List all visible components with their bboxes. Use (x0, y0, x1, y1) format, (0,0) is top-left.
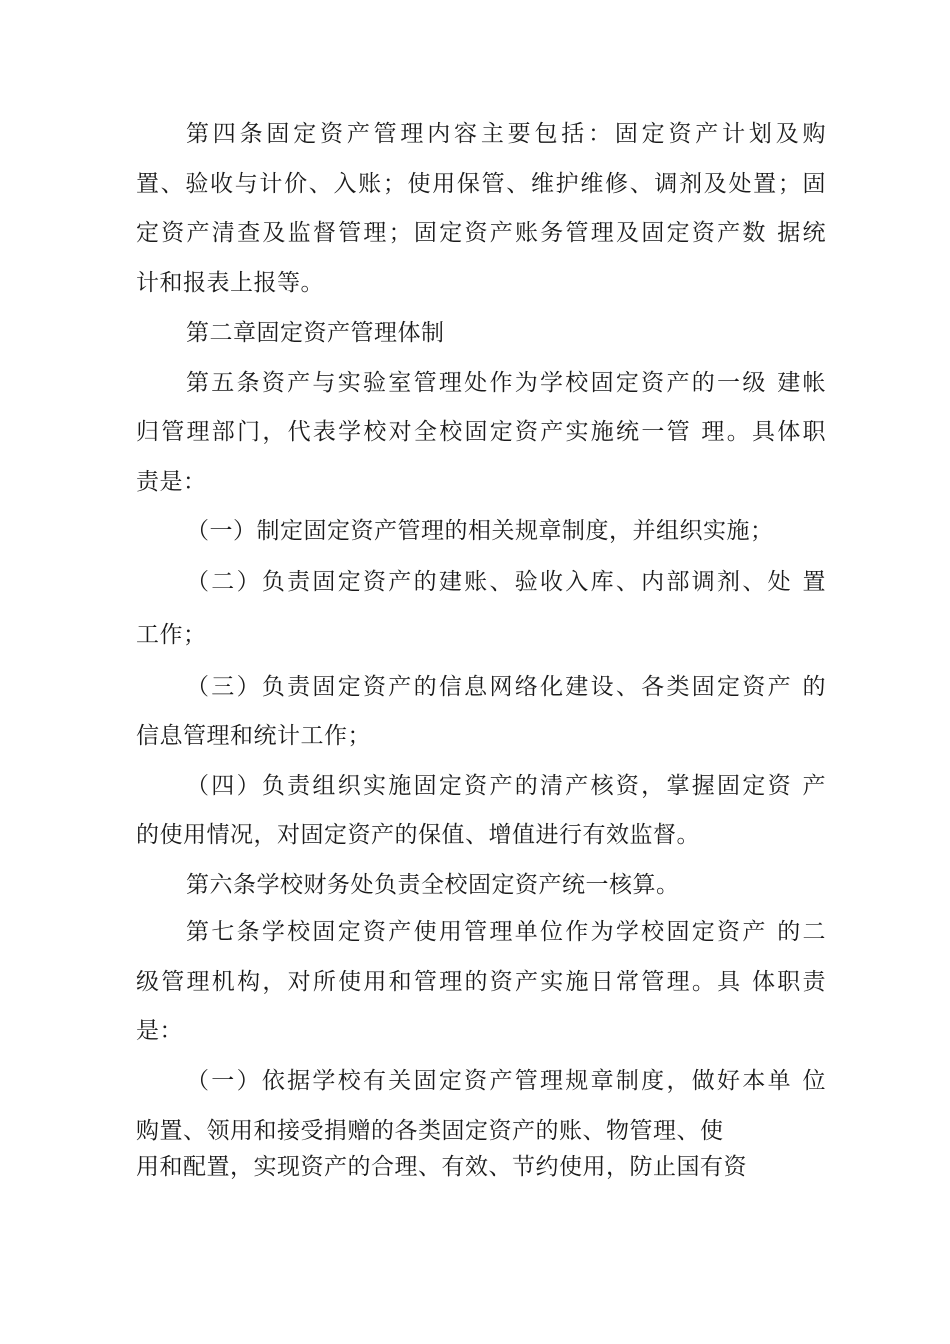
list-item-line: （三）负责固定资产的信息网络化建设、各类固定资产 的 (186, 674, 826, 700)
list-item-line: （四）负责组织实施固定资产的清产核资，掌握固定资 产 (186, 773, 826, 799)
paragraph-line: 定资产清查及监督管理；固定资产账务管理及固定资产数 据统 (136, 220, 826, 246)
paragraph-line: 第五条资产与实验室管理处作为学校固定资产的一级 建帐 (186, 370, 826, 396)
list-item-line: 的使用情况，对固定资产的保值、增值进行有效监督。 (136, 822, 700, 848)
paragraph-line: 级管理机构，对所使用和管理的资产实施日常管理。具 体职责 (136, 969, 826, 995)
paragraph-line: 第六条学校财务处负责全校固定资产统一核算。 (186, 872, 680, 898)
paragraph-line: 第四条固定资产管理内容主要包括：固定资产计划及购 (186, 121, 826, 147)
list-item-line: 信息管理和统计工作； (136, 723, 371, 749)
list-item-line: 工作； (136, 622, 207, 648)
list-item-line: （二）负责固定资产的建账、验收入库、内部调剂、处 置 (186, 569, 826, 595)
paragraph-line: 置、验收与计价、入账；使用保管、维护维修、调剂及处置；固 (136, 171, 826, 197)
paragraph-line: 是： (136, 1018, 183, 1044)
list-item-line: 购置、领用和接受捐赠的各类固定资产的账、物管理、使 (136, 1118, 724, 1144)
list-item-line: （一）制定固定资产管理的相关规章制度，并组织实施； (186, 518, 774, 544)
list-item-line: 用和配置，实现资产的合理、有效、节约使用，防止国有资 (136, 1154, 747, 1180)
paragraph-line: 计和报表上报等。 (136, 270, 324, 296)
paragraph-line: 第七条学校固定资产使用管理单位作为学校固定资产 的二 (186, 919, 826, 945)
paragraph-line: 责是： (136, 469, 207, 495)
paragraph-line: 归管理部门，代表学校对全校固定资产实施统一管 理。具体职 (136, 419, 826, 445)
chapter-heading: 第二章固定资产管理体制 (186, 320, 445, 346)
list-item-line: （一）依据学校有关固定资产管理规章制度，做好本单 位 (186, 1068, 826, 1094)
